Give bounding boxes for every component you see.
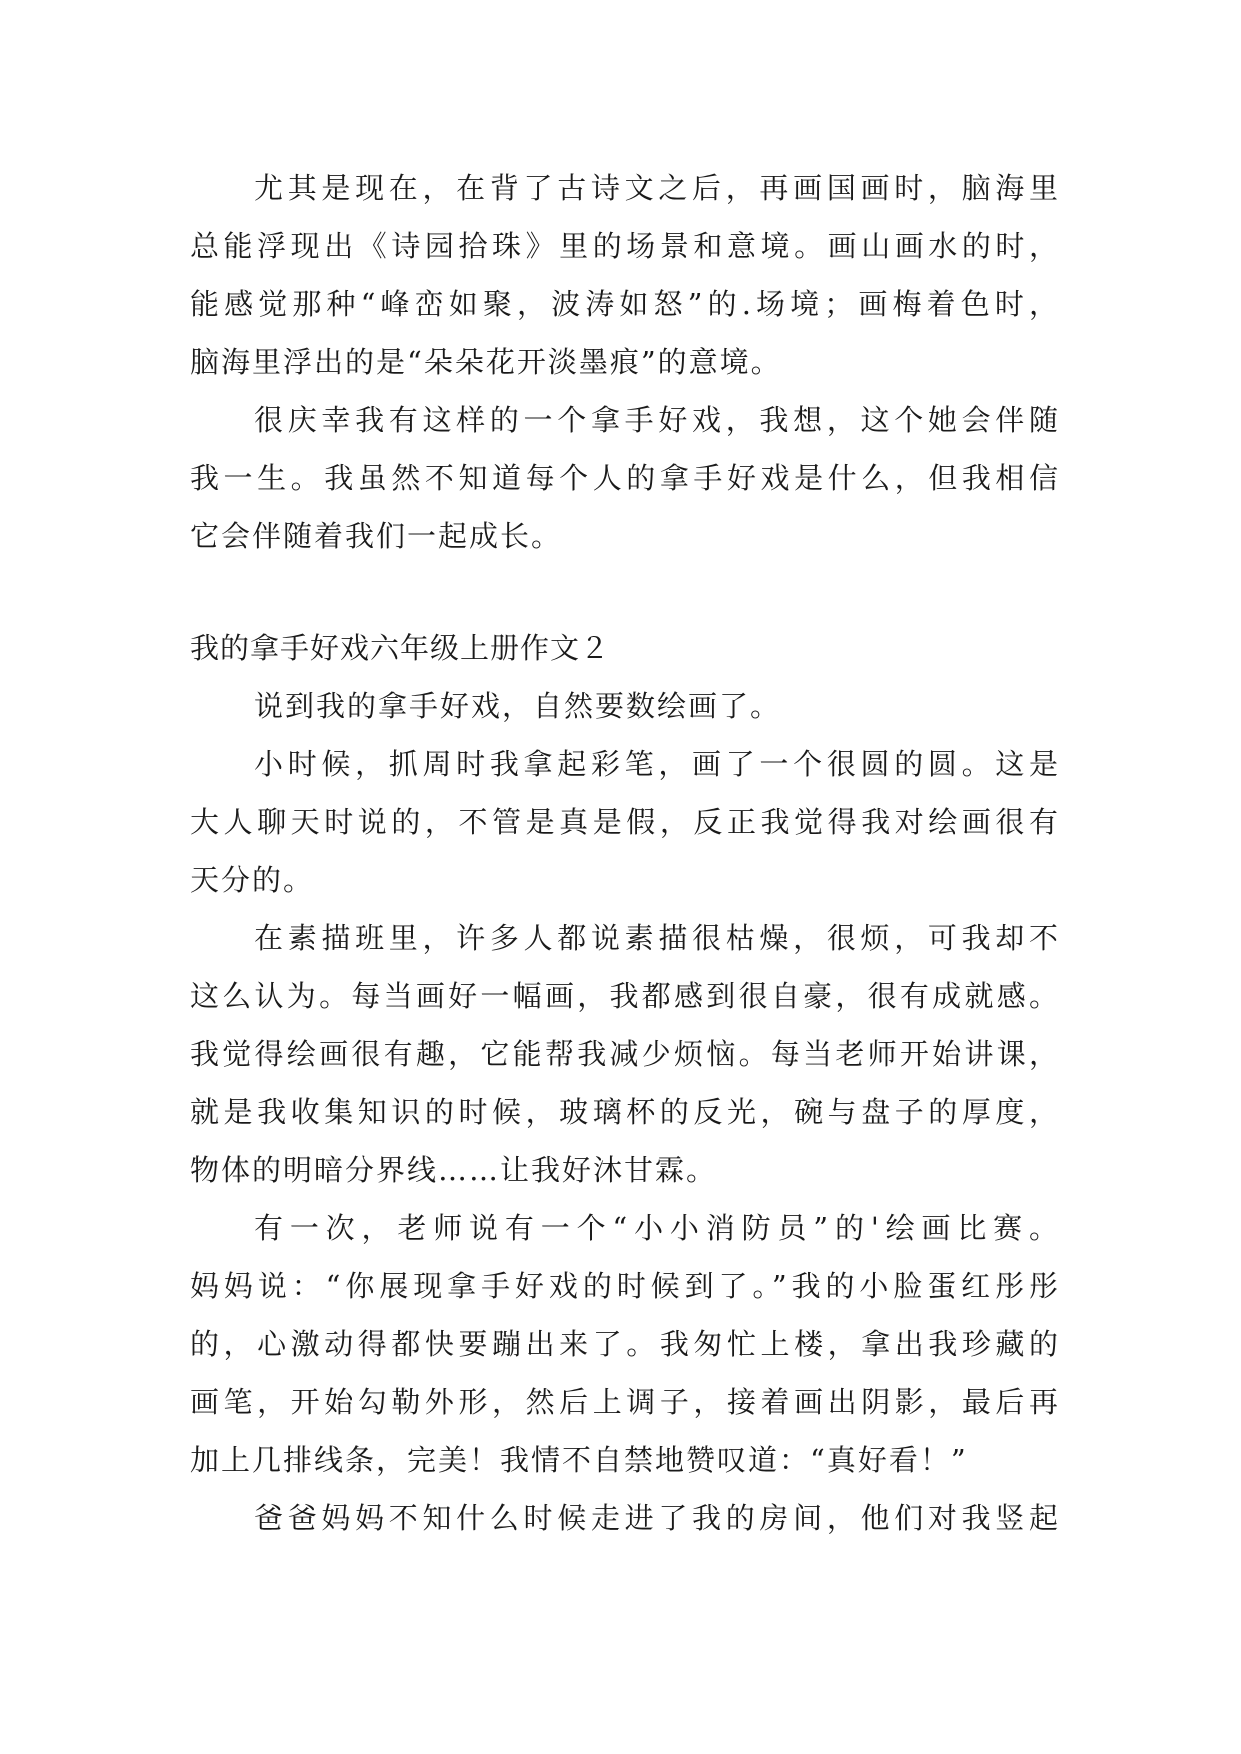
section-heading: 我的拿手好戏六年级上册作文２ bbox=[190, 631, 611, 665]
paragraph-line: 说到我的拿手好戏，自然要数绘画了。 bbox=[254, 689, 782, 723]
paragraph-line: 在素描班里，许多人都说素描很枯燥，很烦，可我却不 bbox=[254, 921, 1060, 955]
paragraph-line: 我一生。我虽然不知道每个人的拿手好戏是什么，但我相信 bbox=[190, 461, 1060, 495]
paragraph-line: 加上几排线条，完美！我情不自禁地赞叹道：“真好看！” bbox=[190, 1443, 968, 1477]
paragraph-line: 它会伴随着我们一起成长。 bbox=[190, 519, 563, 553]
paragraph-line: 的，心激动得都快要蹦出来了。我匆忙上楼，拿出我珍藏的 bbox=[190, 1327, 1060, 1361]
paragraph-line: 小时候，抓周时我拿起彩笔，画了一个很圆的圆。这是 bbox=[254, 747, 1060, 781]
paragraph-line: 物体的明暗分界线……让我好沐甘霖。 bbox=[190, 1153, 718, 1187]
paragraph-line: 妈妈说：“你展现拿手好戏的时候到了。”我的小脸蛋红彤彤 bbox=[190, 1269, 1060, 1303]
paragraph-line: 能感觉那种“峰峦如聚，波涛如怒”的.场境；画梅着色时， bbox=[190, 287, 1060, 321]
paragraph-line: 我觉得绘画很有趣，它能帮我减少烦恼。每当老师开始讲课， bbox=[190, 1037, 1060, 1071]
paragraph-line: 有一次，老师说有一个“小小消防员”的'绘画比赛。 bbox=[254, 1211, 1060, 1245]
paragraph-line: 总能浮现出《诗园拾珠》里的场景和意境。画山画水的时， bbox=[190, 229, 1060, 263]
paragraph-line: 天分的。 bbox=[190, 863, 315, 897]
paragraph-line: 尤其是现在，在背了古诗文之后，再画国画时，脑海里 bbox=[254, 171, 1060, 205]
paragraph-line: 脑海里浮出的是“朵朵花开淡墨痕”的意境。 bbox=[190, 345, 782, 379]
paragraph-line: 这么认为。每当画好一幅画，我都感到很自豪，很有成就感。 bbox=[190, 979, 1060, 1013]
paragraph-line: 就是我收集知识的时候，玻璃杯的反光，碗与盘子的厚度， bbox=[190, 1095, 1060, 1129]
paragraph-line: 很庆幸我有这样的一个拿手好戏，我想，这个她会伴随 bbox=[254, 403, 1060, 437]
paragraph-line: 爸爸妈妈不知什么时候走进了我的房间，他们对我竖起 bbox=[254, 1501, 1060, 1535]
paragraph-line: 画笔，开始勾勒外形，然后上调子，接着画出阴影，最后再 bbox=[190, 1385, 1060, 1419]
paragraph-line: 大人聊天时说的，不管是真是假，反正我觉得我对绘画很有 bbox=[190, 805, 1060, 839]
